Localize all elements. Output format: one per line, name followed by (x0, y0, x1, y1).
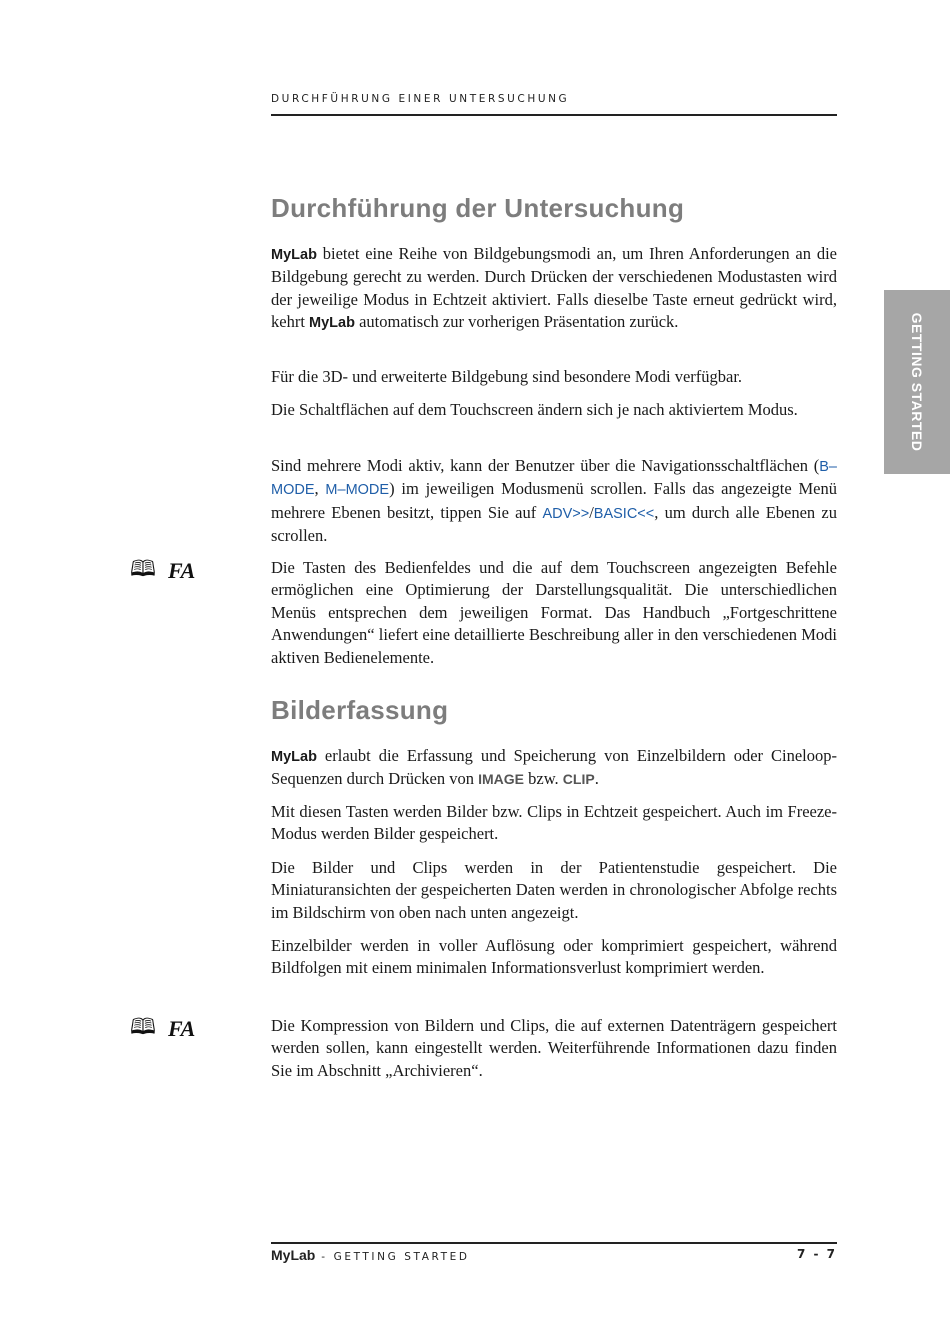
paragraph (271, 745, 837, 791)
page-number: 7 - 7 (796, 1247, 837, 1261)
keyword-basic: BASIC<< (593, 505, 655, 522)
keyword-adv: ADV>> (542, 505, 590, 522)
paragraph: Einzelbilder werden in voller Auflösung oder komprimiert gespeichert, während Bildfolgen mit einem minimalen Informationsverlust komprimiert werden. (271, 936, 837, 978)
paragraph: Mit diesen Tasten werden Bilder bzw. Clips in Echtzeit gespeichert. Auch im Freeze-Modus werden Bilder gespeichert. (271, 802, 837, 844)
text: , (314, 479, 326, 499)
text: , um durch alle Ebenen zu scrollen. (271, 502, 837, 546)
key-clip: CLIP (562, 771, 595, 788)
margin-note-label: FA (167, 1016, 196, 1041)
text: . (594, 769, 599, 789)
margin-note-fa (130, 1010, 195, 1048)
section-title-durchfuehrung: Durchführung der Untersuchung (271, 193, 685, 223)
text: bietet eine Reihe von Bildgebungsmodi an, um Ihren Anforderungen an die Bildgebung gerecht zu werden. Durch Drücken der verschiedenen Modustasten wird der jeweilige Modus in Echtzeit aktiviert. Falls dieselbe Taste erneut gedrückt wird, kehrt (271, 244, 837, 332)
brand-name: MyLab (271, 247, 317, 263)
paragraph: Die Bilder und Clips werden in der Patientenstudie gespeichert. Die Miniaturansichten der gespeicherten Daten werden in chronologischer Abfolge rechts im Bildschirm von oben nach unten angezeigt. (271, 858, 837, 922)
paragraph (271, 455, 837, 548)
margin-note-label: FA (167, 558, 196, 583)
footer-brand: MyLab (271, 1247, 316, 1263)
paragraph: Die Tasten des Bedienfeldes und die auf dem Touchscreen angezeigten Befehle ermöglichen eine Optimierung der Darstellungsqualität. Die unterschiedlichen Menüs entsprechen dem jeweiligen Format. Das Handbuch „Fortgeschrittene Anwendungen“ liefert eine detaillierte Beschreibung aller in den verschiedenen Modi aktiven Bedienelemente. (271, 558, 837, 667)
side-tab (884, 290, 950, 474)
paragraph: Die Kompression von Bildern und Clips, die auf externen Datenträgern gespeichert werden sollen, kann eingestellt werden. Weiterführende Informationen dazu finden Sie im Abschnitt „Archivieren“. (271, 1016, 837, 1080)
footer-subtitle: - GETTING STARTED (315, 1251, 470, 1263)
open-book-icon: 🕮 (130, 1015, 156, 1040)
text: automatisch zur vorherigen Präsentation zurück. (354, 312, 679, 332)
text: bzw. (524, 769, 563, 789)
paragraph: Für die 3D- und erweiterte Bildgebung sind besondere Modi verfügbar. (271, 367, 743, 386)
text: / (589, 502, 594, 522)
side-tab-label: GETTING STARTED (909, 312, 925, 452)
brand-name: MyLab (271, 749, 317, 765)
brand-name: MyLab (309, 315, 355, 332)
paragraph (271, 243, 837, 335)
keyword-mmode: M–MODE (325, 482, 390, 499)
header-rule (271, 114, 837, 116)
footer-title (271, 1247, 470, 1263)
running-header: DURCHFÜHRUNG EINER UNTERSUCHUNG (271, 93, 570, 105)
key-image: IMAGE (478, 771, 524, 788)
text: erlaubt die Erfassung und Speicherung von Einzelbildern oder Cineloop-Sequenzen durch Drücken von (271, 746, 837, 789)
paragraph: Die Schaltflächen auf dem Touchscreen ändern sich je nach aktiviertem Modus. (271, 400, 798, 419)
footer-rule (271, 1242, 837, 1244)
open-book-icon: 🕮 (130, 557, 156, 582)
keyword-bmode: B–MODE (271, 459, 837, 499)
text: ) im jeweiligen Modusmenü scrollen. Falls das angezeigte Menü mehrere Ebenen besitzt, tippen Sie auf (271, 479, 838, 522)
text: Sind mehrere Modi aktiv, kann der Benutzer über die Navigationsschaltflächen ( (271, 456, 820, 475)
section-title-bilderfassung: Bilderfassung (271, 695, 449, 725)
margin-note-fa (130, 552, 195, 590)
